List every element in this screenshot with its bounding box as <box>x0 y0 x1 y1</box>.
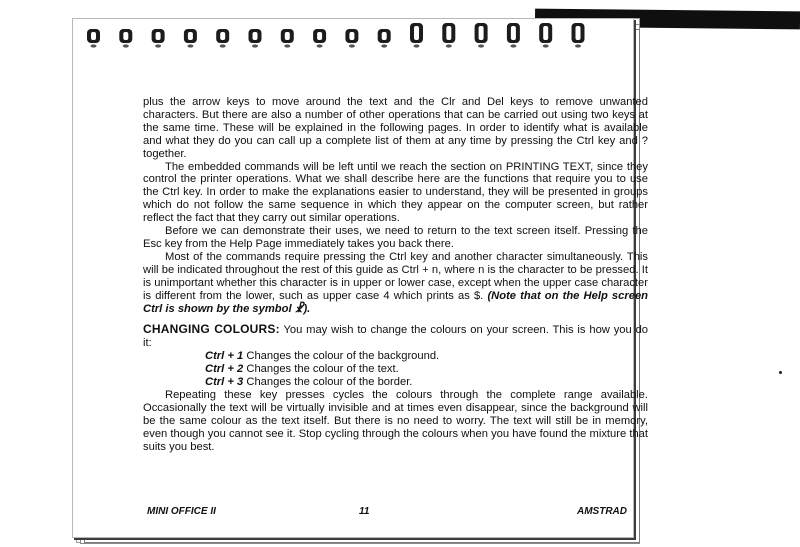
paragraph-4-text: Most of the commands require pressing the Ctrl key and another character simultaneously. This will be indicated throughout the rest of this guide as Ctrl + n, where n is the character to be pressed. It is unimportant whether this character is in upper or lower case, except when the upper case character is different from the lower, such as upper case 4 which prints as $. <box>143 250 648 302</box>
binding-ring <box>475 23 488 48</box>
binding-ring <box>378 29 391 48</box>
binding-ring <box>184 29 197 48</box>
section-heading: CHANGING COLOURS: <box>143 322 280 337</box>
footer-publisher: AMSTRAD <box>577 506 627 517</box>
paragraph-2: The embedded commands will be left until we reach the section on PRINTING TEXT, since they control the printer operations. What we shall describe here are the functions that require you to use the Ctrl key. In order to make the explanations easier to understand, they will be presented in groups which do not follow the same sequence in which they appear on the computer screen, but rather reflect the fact that they carry out similar operations. <box>143 160 648 225</box>
binding-ring <box>281 29 294 48</box>
binding-ring <box>313 29 326 48</box>
section-intro: You may wish to change the colours on your screen. This is how you do it: <box>143 324 649 350</box>
command-description: Changes the colour of the text. <box>246 363 399 376</box>
command-item <box>143 363 648 376</box>
binding-ring <box>249 29 262 48</box>
manual-page <box>72 18 649 538</box>
paragraph-3: Before we can demonstrate their uses, we need to return to the text screen itself. Pressing the Esc key from the Help Page immediately takes you back there. <box>143 225 648 250</box>
command-key: Ctrl + 3 <box>205 376 244 389</box>
footer-page-number: 11 <box>359 506 370 517</box>
body-text <box>143 96 648 453</box>
dust-speck <box>779 371 782 374</box>
command-key: Ctrl + 1 <box>205 350 244 363</box>
command-description: Changes the colour of the border. <box>246 376 413 389</box>
binding-ring <box>442 23 455 48</box>
binding-ring <box>87 29 100 48</box>
changing-colours-intro <box>143 323 648 350</box>
help-screen-note: (Note that on the Help screen Ctrl is shown by the symbol ☧). <box>143 289 648 315</box>
binding-ring <box>572 23 585 48</box>
binding-ring <box>410 23 423 48</box>
closing-paragraph: Repeating these key presses cycles the colours through the complete range available. Occasionally the text will be virtually invisible and at times even disappear, since the background will be the same colour as the text itself. But there is no need to worry. The text will still be in memory, even though you cannot see it. Stop cycling through the colours when you have found the mixture that suits you best. <box>143 388 648 453</box>
binding-ring <box>507 23 520 48</box>
command-description: Changes the colour of the background. <box>246 350 440 363</box>
binding-ring <box>152 29 165 48</box>
paragraph-1: plus the arrow keys to move around the text and the Clr and Del keys to remove unwanted characters. But there are also a number of other operations that can be carried out using two keys at the same time. These will be explained in the following pages. In order to identify what is available and what they do you can call up a complete list of them at any time by pressing the Ctrl key and ? together. <box>143 96 648 160</box>
binding-ring <box>216 29 229 48</box>
colour-command-list <box>143 350 648 389</box>
command-item <box>143 350 648 363</box>
footer-product-name: MINI OFFICE II <box>147 506 216 517</box>
page-footer <box>147 506 627 522</box>
command-key: Ctrl + 2 <box>205 363 244 376</box>
paragraph-4 <box>143 251 648 316</box>
spiral-binding-rings <box>73 19 633 59</box>
binding-ring <box>345 29 358 48</box>
command-item <box>143 376 648 389</box>
binding-ring <box>119 29 132 48</box>
binding-ring <box>539 23 552 48</box>
